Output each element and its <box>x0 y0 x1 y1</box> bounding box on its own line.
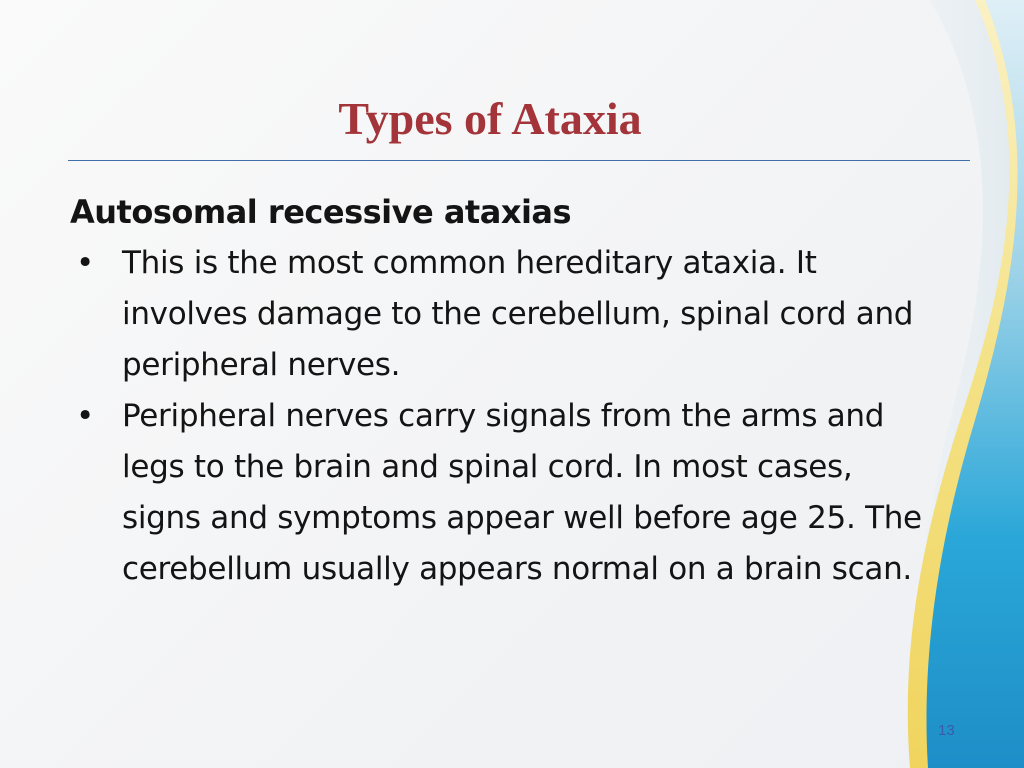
bullet-icon: • <box>76 398 94 434</box>
bullet-text: This is the most common hereditary ataxia. It involves damage to the cerebellum, spinal cord and peripheral nerves. <box>122 245 914 383</box>
page-number: 13 <box>938 722 955 739</box>
bullet-list <box>70 238 930 595</box>
slide-title: Types of Ataxia <box>338 93 642 144</box>
bullet-icon: • <box>76 245 94 281</box>
slide-body <box>70 190 930 595</box>
bullet-text: Peripheral nerves carry signals from the arms and legs to the brain and spinal cord. In most cases, signs and symptoms appear well before age 25. The cerebellum usually appears normal on a brain scan. <box>122 398 922 587</box>
section-heading: Autosomal recessive ataxias <box>70 193 572 231</box>
list-item <box>70 391 930 595</box>
title-divider <box>68 160 970 161</box>
list-item <box>70 238 930 391</box>
